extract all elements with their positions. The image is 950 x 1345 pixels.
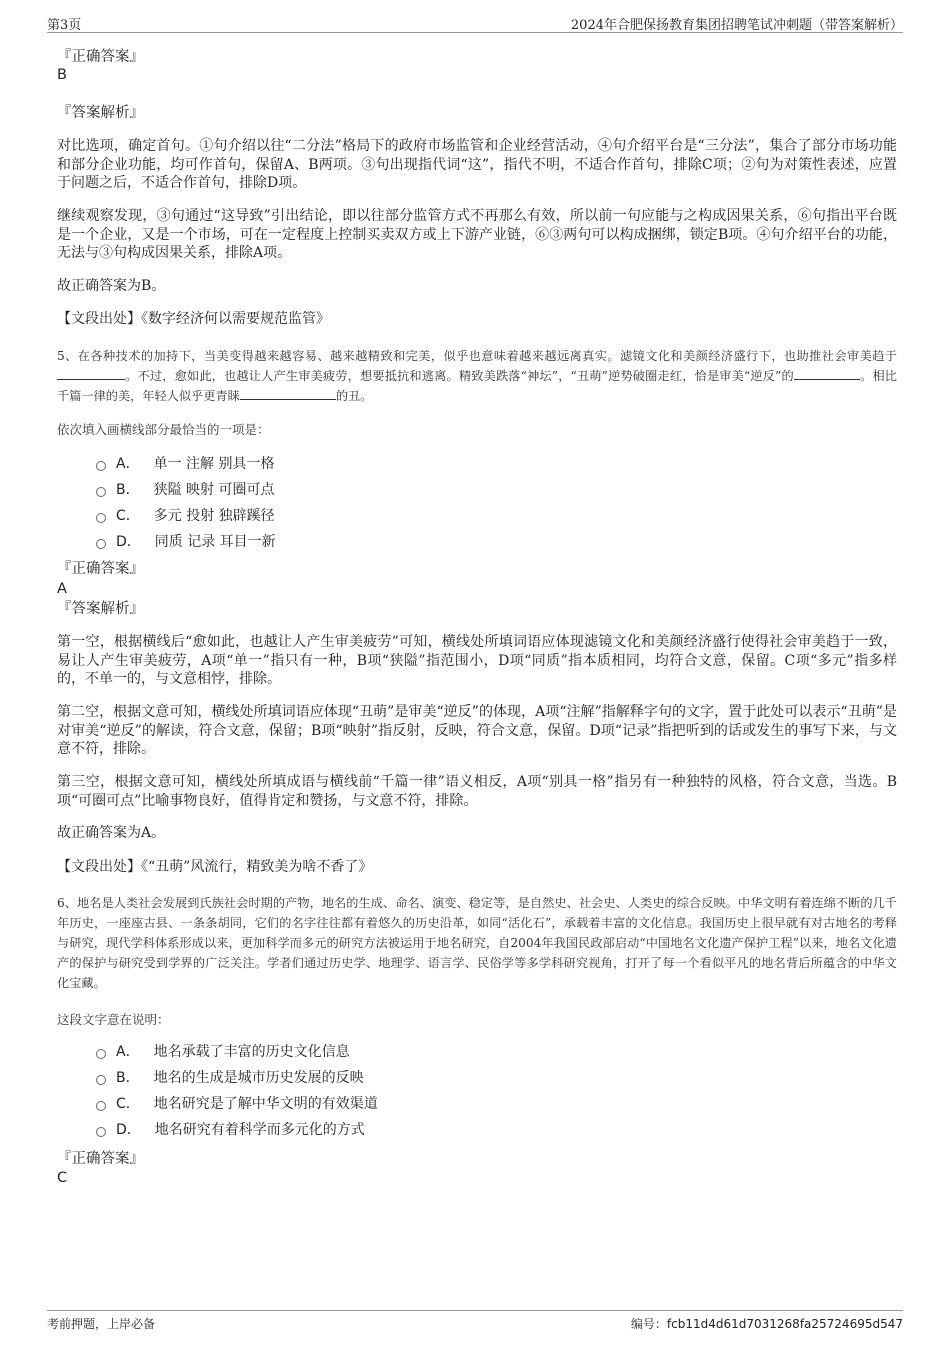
q6-prompt: 这段文字意在说明： — [57, 1012, 170, 1027]
q5-option-text: 狭隘 映射 可圈可点 — [153, 482, 275, 498]
radio-icon[interactable] — [96, 1049, 106, 1059]
q5-option-d[interactable] — [96, 532, 276, 552]
q5-stem — [57, 346, 897, 406]
q6-option-key: A． — [116, 1044, 140, 1060]
radio-icon[interactable] — [96, 487, 106, 497]
q5-option-key: A． — [116, 456, 140, 472]
q5-stem-part-2: 。不过，愈如此，也越让人产生审美疲劳，想要抵抗和逃离。精致美跌落“神坛”，“丑萌”逆势破圈走红，恰是审美“逆反”的 — [125, 369, 794, 383]
document-title: 2024年合肥保扬教育集团招聘笔试冲刺题（带答案解析） — [570, 18, 903, 33]
radio-icon[interactable] — [96, 1101, 106, 1111]
q5-source: 【文段出处】《“丑萌”风流行，精致美为啥不香了》 — [57, 859, 373, 875]
q6-option-text: 地名承载了丰富的历史文化信息 — [153, 1044, 350, 1060]
q4-analysis-label: 『答案解析』 — [57, 105, 144, 121]
q5-blank-3 — [240, 387, 336, 400]
q4-answer-label: 『正确答案』 — [57, 49, 144, 65]
page-footer — [47, 1310, 903, 1333]
q6-option-text: 地名研究有着科学而多元化的方式 — [154, 1122, 365, 1138]
q6-option-d[interactable] — [96, 1120, 365, 1140]
q5-option-text: 单一 注解 别具一格 — [153, 456, 275, 472]
q5-stem-part-1: 5、在各种技术的加持下，当美变得越来越容易、越来越精致和完美，似乎也意味着越来越远离真实。滤镜文化和美颜经济盛行下，也助推社会审美趋于 — [57, 349, 897, 363]
q4-analysis-paragraph-2: 继续观察发现，③句通过“这导致”引出结论，即以往部分监管方式不再那么有效，所以前一句应能与之构成因果关系，⑥句指出平台既是一个企业，又是一个市场，可在一定程度上控制买卖双方或上下游产业链，⑥③两句可以构成捆绑，锁定B项。④句介绍平台的功能，无法与③句构成因果关系，排除A项。 — [57, 208, 897, 261]
q5-option-text: 多元 投射 独辟蹊径 — [153, 508, 275, 524]
q6-option-a[interactable] — [96, 1042, 350, 1062]
q5-analysis-label: 『答案解析』 — [57, 601, 144, 617]
q6-answer: C — [57, 1170, 68, 1186]
q6-option-text: 地名的生成是城市历史发展的反映 — [153, 1070, 364, 1086]
q5-analysis-paragraph-2: 第二空，根据文意可知，横线处所填词语应体现“丑萌”是审美“逆反”的体现，A项“注解”指解释字句的文字，置于此处可以表示“丑萌”是对审美“逆反”的解读，符合文意，保留；B项“映射”指反射，反映，符合文意，保留。D项“记录”指把听到的话或发生的事写下来，与文意不符，排除。 — [57, 704, 897, 757]
page-header — [47, 12, 903, 33]
radio-icon[interactable] — [96, 1127, 106, 1137]
q5-analysis-paragraph-1: 第一空，根据横线后“愈如此，也越让人产生审美疲劳”可知，横线处所填词语应体现滤镜文化和美颜经济盛行使得社会审美趋于一致，易让人产生审美疲劳，A项“单一”指只有一种，B项“狭隘”指范围小，D项“同质”指本质相同，均符合文意，保留。C项“多元”指多样的，不单一的，与文意相悖，排除。 — [57, 634, 897, 687]
radio-icon[interactable] — [96, 513, 106, 523]
q6-option-key: D． — [116, 1122, 141, 1138]
radio-icon[interactable] — [96, 1075, 106, 1085]
q6-option-key: C． — [116, 1096, 140, 1112]
q6-option-c[interactable] — [96, 1094, 378, 1114]
q4-source: 【文段出处】《数字经济何以需要规范监管》 — [57, 311, 330, 327]
document-id: 编号：fcb11d4d61d7031268fa25724695d547 — [630, 1317, 903, 1331]
q6-option-text: 地名研究是了解中华文明的有效渠道 — [153, 1096, 378, 1112]
q5-stem-part-4: 的丑。 — [335, 389, 373, 403]
q5-answer: A — [57, 581, 67, 597]
q6-answer-label: 『正确答案』 — [57, 1151, 144, 1167]
q4-answer: B — [57, 67, 67, 83]
q5-option-b[interactable] — [96, 480, 275, 500]
q5-conclusion: 故正确答案为A。 — [57, 825, 166, 841]
q5-option-key: D． — [116, 534, 141, 550]
page-number: 第3页 — [47, 18, 82, 33]
q6-option-key: B． — [116, 1070, 140, 1086]
q5-option-c[interactable] — [96, 506, 275, 526]
q5-prompt: 依次填入画横线部分最恰当的一项是： — [57, 422, 270, 437]
q5-stem-part-3: 。相比千篇一律的美，年轻人似乎更青睐 — [57, 369, 897, 403]
radio-icon[interactable] — [96, 461, 106, 471]
q6-option-b[interactable] — [96, 1068, 364, 1088]
radio-icon[interactable] — [96, 539, 106, 549]
q5-option-text: 同质 记录 耳目一新 — [154, 534, 276, 550]
q6-stem: 6、地名是人类社会发展到氏族社会时期的产物，地名的生成、命名、演变、稳定等，是自然史、社会史、人类史的综合反映。中华文明有着连绵不断的几千年历史，一座座古县、一条条胡同，它们的名字往往都有着悠久的历史沿革，如同“活化石”，承载着丰富的文化信息。我国历史上很早就有对古地名的考释与研究，现代学科体系形成以来，更加科学而多元的研究方法被运用于地名研究，自2004年我国民政部启动“中国地名文化遗产保护工程”以来，地名文化遗产的保护与研究受到学界的广泛关注。学者们通过历史学、地理学、语言学、民俗学等多学科研究视角，打开了每一个看似平凡的地名背后所蕴含的中华文化宝藏。 — [57, 896, 897, 990]
q4-analysis-paragraph-1: 对比选项，确定首句。①句介绍以往“二分法”格局下的政府市场监管和企业经营活动，④句介绍平台是“三分法”，集合了部分市场功能和部分企业功能，均可作首句，保留A、B两项。③句出现指代词“这”，指代不明，不适合作首句，排除C项；②句为对策性表述，应置于问题之后，不适合作首句，排除D项。 — [57, 138, 897, 191]
q5-analysis-paragraph-3: 第三空，根据文意可知，横线处所填成语与横线前“千篇一律”语义相反，A项“别具一格”指另有一种独特的风格，符合文意，当选。B项“可圈可点”比喻事物良好，值得肯定和赞扬，与文意不符，排除。 — [57, 774, 897, 809]
q5-option-key: B． — [116, 482, 140, 498]
q5-option-key: C． — [116, 508, 140, 524]
q5-blank-2 — [794, 367, 860, 380]
footer-slogan: 考前押题，上岸必备 — [47, 1317, 156, 1331]
q5-answer-label: 『正确答案』 — [57, 561, 144, 577]
q5-option-a[interactable] — [96, 454, 274, 474]
q4-conclusion: 故正确答案为B。 — [57, 278, 166, 294]
q5-blank-1 — [57, 367, 125, 380]
